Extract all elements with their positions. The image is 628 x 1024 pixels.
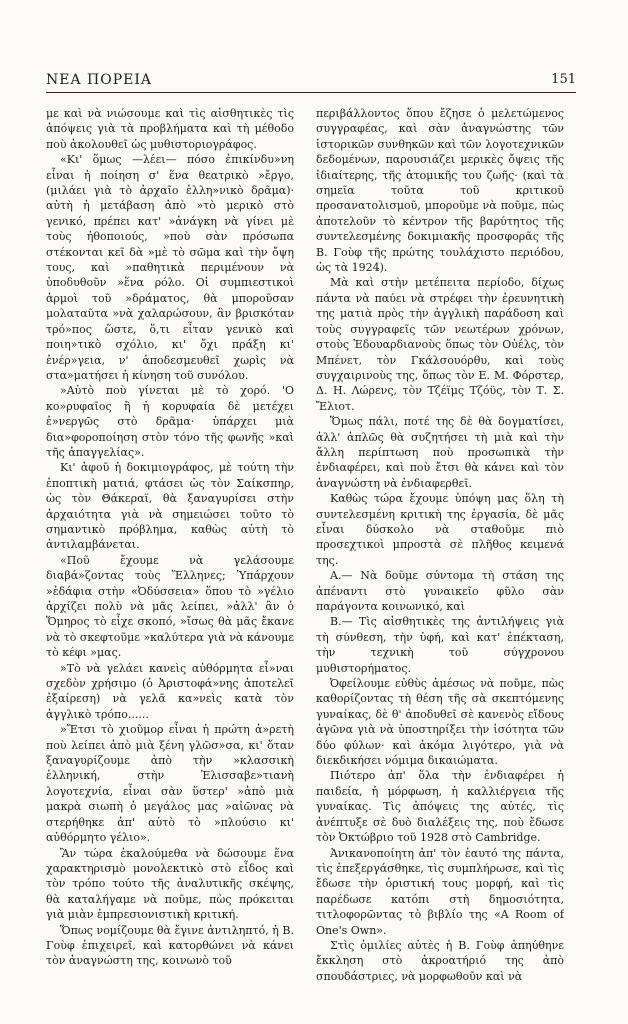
paragraph: Β.— Τὶς αἰσθητικὲς της ἀντιλήψεις γιὰ τὴ σύνθεση, τὴν ὑφή, καὶ κατ' ἐπέκταση, τὴν τεχνικὴ τοῦ σύγχρονου μυθιστορήματος. xyxy=(316,615,564,675)
paragraph: Α.— Νὰ δοῦμε σύντομα τὴ στάση της ἀπέναντι στὸ γυναικεῖο φῦλο σὰν παράγοντα κοινωνικό, καὶ xyxy=(316,569,564,613)
paragraph: Ἀνικανοποίητη ἀπ' τὸν ἑαυτό της πάντα, τὶς ἐπεξεργάσθηκε, τὶς συμπλήρωσε, καὶ τὶς ἔδωσε τὴν ὁριστική τους μορφή, καὶ τὶς παρέδωσε κατόπι στὴ δημοσιότητα, τιτλοφορῶντας τὸ βιβλίο της «A Room of One's Own». xyxy=(316,846,564,937)
left-text-column xyxy=(46,106,294,986)
paragraph: Καθὼς τώρα ἔχουμε ὑπόψη μας ὅλη τὴ συντελεσμένη κριτικὴ της ἐργασία, δὲ μᾶς εἶναι δύσκολο νὰ σταθοῦμε πιὸ προσεχτικοὶ μπροστὰ σὲ πλῆθος κειμενά της. xyxy=(316,492,564,567)
right-text-column xyxy=(316,106,564,986)
paragraph: Μὰ καὶ στὴν μετέπειτα περίοδο, δίχως πάντα νὰ παύει νὰ στρέφει τὴν ἐρευνητικὴ της ματιὰ πρὸς τὴν ἀγγλικὴ παράδοση καὶ τοὺς συγγραφεῖς τῶν νεωτέρων χρόνων, στοὺς Ἐδουαρδιανοὺς ὅπως τὸν Οὐέλς, τὸν Μπένετ, τὸν Γκάλσουόρθυ, καὶ τοὺς συγχαιρινοὺς της, ὅπως τὸν Ε. Μ. Φόρστερ, Δ. Η. Λώρενς, τὸν Τζέϊμς Τζόϋς, τὸν Τ. Σ. Ἔλιοτ. xyxy=(316,276,564,413)
paragraph: »Αὐτὸ ποὺ γίνεται μὲ τὸ χορό. 'Ο κο»ρυφαῖος ἢ ἡ κορυφαία δὲ μετέχει ἐ»νεργῶς στὸ δρᾶμα· ὑπάρχει μιὰ δια»φοροποίηση στὸν τόνο τῆς φωνῆς »καὶ τῆς ἀπαγγελίας». xyxy=(46,384,294,459)
paragraph: Ὅμως πάλι, ποτέ της δὲ θὰ δογματίσει, ἀλλ' ἁπλῶς θὰ συζητήσει τὴ μιὰ καὶ τὴν ἄλλη περίπτωση ποὺ προσωπικὰ τὴν ἐνδιαφέρει, καὶ ποὺ ἔτσι θὰ κάνει καὶ τὸν ἀναγνώστη νὰ ἐνδιαφερθεῖ. xyxy=(316,415,564,490)
paragraph: Στὶς ὁμιλίες αὐτὲς ἡ Β. Γοὺφ ἀπηύθηνε ἔκκληση στὸ ἀκροατήριό της ἀπὸ σπουδάστριες, νὰ μορφωθοῦν καὶ νὰ xyxy=(316,938,564,983)
paragraph: με καὶ νὰ νιώσουμε καὶ τὶς αἰσθητικὲς τὶς ἀπόψεις γιὰ τὰ προβλήματα καὶ τὴ μέθοδο ποὺ ἀκολουθεῖ ὡς μυθιστοριογράφος. xyxy=(46,107,294,151)
paragraph: «Ποῦ ἔχουμε νὰ γελάσουμε διαβά»ζοντας τοὺς Ἕλληνες; Ὑπάρχουν »ἐδάφια στὴν «Ὀδύσσεια» ὅπου τὸ »γέλιο ἀρχίζει πολὺ νὰ μᾶς λείπει, »ἀλλ' ἂν ὁ Ὅμηρος τὸ εἶχε σκοπό, »ἴσως θὰ μᾶς ἔκανε νὰ τὸ σκεφτοῦμε »καλύτερα γιὰ νὰ κάνουμε τὸ κέφι »μας. xyxy=(46,553,294,660)
paragraph: »Τὸ νὰ γελάει κανεὶς αὐθόρμητα εἶ»ναι σχεδὸν χρήσιμο (ὁ Ἀριστοφά»νης ἀποτελεῖ ἐξαίρεση) νὰ γελᾶ κα»νεὶς κατὰ τὸν ἀγγλικὸ τρόπο...... xyxy=(46,661,294,721)
paragraph: «Κι' ὅμως —λέει— πόσο ἐπικίνδυ»νη εἶναι ἡ ποίηση σ' ἕνα θεατρικὸ »ἔργο, (μιλάει γιὰ τὸ ἀρχαῖο ἑλλη»νικὸ δρᾶμα)· αὐτὴ ἡ μετάβαση ἀπὸ »τὸ μερικὸ στὸ γενικό, πρέπει κατ' »ἀνάγκη νὰ γίνει μὲ τοὺς ἠθοποιούς, »ποὺ σὰν πρόσωπα στέκονται κεῖ δὰ »μὲ τὸ σῶμα καὶ τὴν ὄψη τους, καὶ »παθητικὰ περιμένουν νὰ ὑποδυθοῦν »ἕνα ρόλο. Οἱ συμπιεστικοὶ ἁρμοὶ τοῦ »δράματος, θὰ μποροῦσαν μολαταῦτα »νὰ χαλαρώσουν, ἂν βρισκόταν τρό»πος ὥστε, ὅ,τι εἶταν γενικὸ καὶ ποιη»τικὸ σχόλιο, κι' ὄχι πράξη κι' ἐνέρ»γεια, ν' ἀποδεσμευθεῖ χωρὶς νὰ στα»ματήσει ἡ κίνηση τοῦ συνόλου. xyxy=(46,153,294,382)
paragraph: »Ἔτσι τὸ χιοῦμορ εἶναι ἡ πρώτη ἀ»ρετὴ ποὺ λείπει ἀπὸ μιὰ ξένη γλῶσ»σα, κι' ὅταν ξαναγυρίζουμε ἀπὸ τὴν »κλασσικὴ ἑλληνική, στὴν Ἐλισσαβε»τιανὴ λογοτεχνία, εἶναι σὰν ὕστερ' »ἀπὸ μιὰ μακρὰ σιωπὴ ὁ μεγάλος μας »αἰῶνας νὰ στερήθηκε ἀπ' αὐτὸ τὸ »πλούσιο κι' αὐθόρμητο γέλιο». xyxy=(46,723,294,845)
paragraph: Πιότερο ἀπ' ὅλα τὴν ἐνδιαφέρει ἡ παιδεία, ἡ μόρφωση, ἡ καλλιέργεια τῆς γυναίκας. Τὶς ἀπόψεις της αὐτές, τὶς ἀνέπτυξε σὲ δυὸ διαλέξεις της, ποὺ ἔδωσε τὸν Ὀκτώβριο τοῦ 1928 στὸ Cambridge. xyxy=(316,769,564,845)
running-header xyxy=(46,70,576,93)
paragraph: Ἂν τώρα ἐκαλούμεθα νὰ δώσουμε ἕνα χαρακτηρισμὸ μονολεκτικὸ στὸ εἶδος καὶ τὸν τρόπο τούτο τῆς ἀναλυτικῆς σκέψης, θὰ καταλήγαμε νὰ ποῦμε, πὼς πρόκειται γιὰ μιὰν ἐμπρεσιονιστικὴ κριτική. xyxy=(46,846,294,922)
paragraph: Κι' ἀφοῦ ἡ δοκιμιογράφος, μὲ τούτη τὴν ἐποπτικὴ ματιά, φτάσει ὡς τὸν Σαίκσπηρ, ὡς τὸν Θάκεραϊ, θὰ ξαναγυρίσει στὴν ἀρχαιότητα γιὰ νὰ σημειώσει τοῦτο τὸ σημαντικὸ πρόβλημα, καθὼς αὐτὴ τὸ ἀντιλαμβάνεται. xyxy=(46,461,294,552)
paragraph: Ὀφείλουμε εὐθὺς ἀμέσως νὰ ποῦμε, πὼς καθορίζοντας τὴ θέση τῆς σὰ σκεπτόμενης γυναίκας, δὲ θ' ἀποδυθεῖ σὲ κανενὸς εἴδους ἀγῶνα γιὰ νὰ ὑποστηρίξει τὴν ἰσότητα τῶν δύο φύλων· καὶ ἀκόμα λιγότερο, γιὰ νὰ διεκδικήσει νόμιμα δικαιώματα. xyxy=(316,677,564,768)
paragraph: περιβάλλοντος ὅπου ἔζησε ὁ μελετώμενος συγγραφέας, καὶ σὰν ἀναγνώστης τῶν ἱστορικῶν συνθηκῶν καὶ τῶν λογοτεχνικῶν δεδομένων, παρουσιάζει μερικὲς ὄψεις τῆς ἰδιαίτερης, τῆς ἀτομικῆς του ζωῆς· (καὶ τὰ σημεῖα τοῦτα τοῦ κριτικοῦ προσανατολισμοῦ, μποροῦμε νὰ ποῦμε, πὼς ἀποτελοῦν τὸ κέντρον τῆς βαρύτητος τῆς συντελεσμένης δοκιμιακῆς προσφορᾶς τῆς Β. Γοὺφ τῆς πρώτης τουλάχιστο περιόδου, ὡς τὰ 1924). xyxy=(316,107,564,275)
running-title: ΝΕΑ ΠΟΡΕΙΑ xyxy=(46,72,152,88)
page-number: 151 xyxy=(551,72,576,87)
paragraph: Ὅπως νομίζουμε θὰ ἔγινε ἀντιληπτό, ἡ Β. Γοὺφ ἐπιχειρεῖ, καὶ κατορθώνει νὰ κάνει τὸν ἀναγνώστη της, κοινωνὸ τοῦ xyxy=(46,923,294,968)
